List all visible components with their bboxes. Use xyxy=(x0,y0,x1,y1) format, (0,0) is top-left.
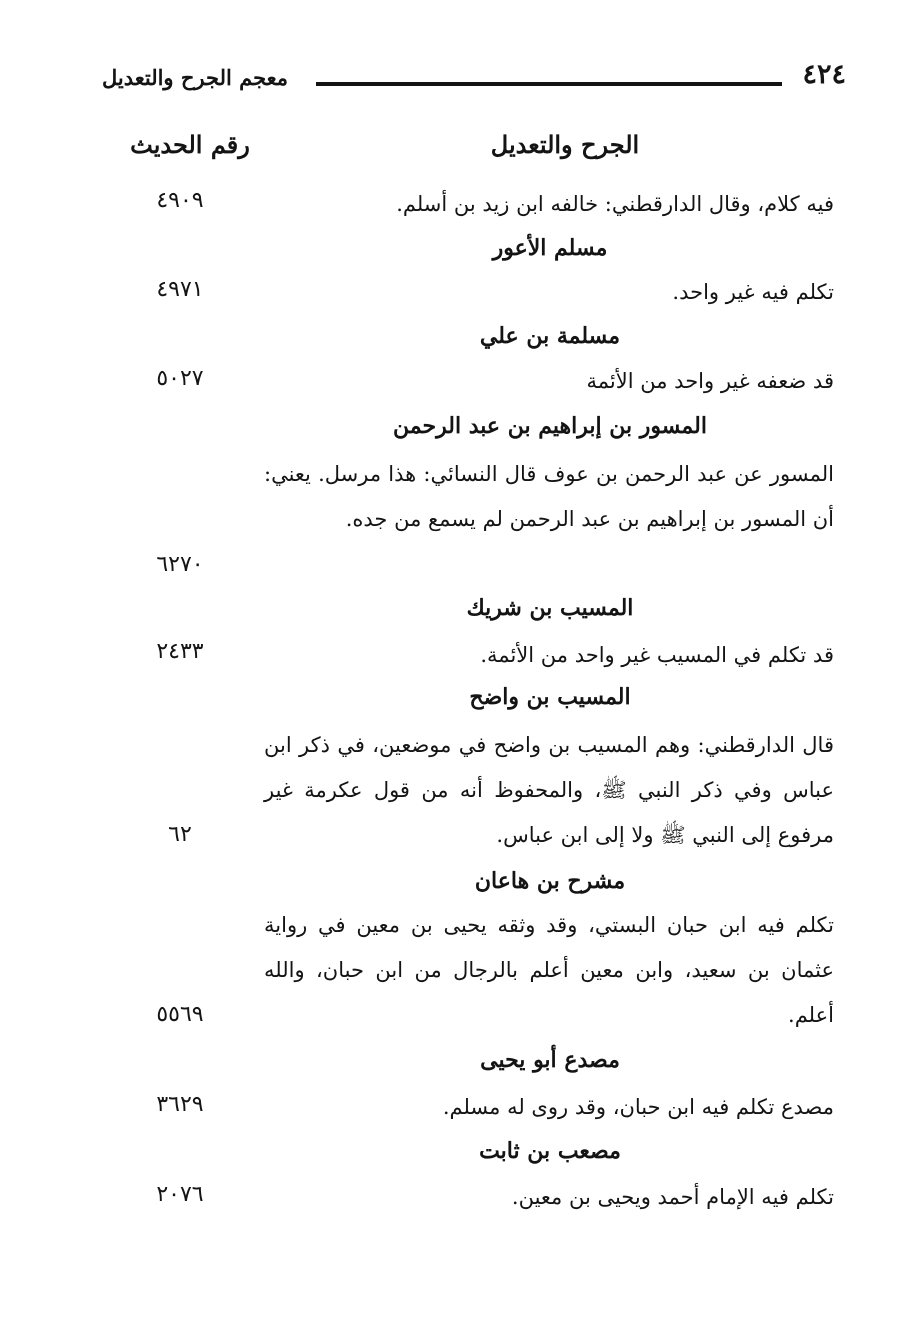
book-title: معجم الجرح والتعديل xyxy=(101,65,289,90)
hadith-number: ٥٠٢٧ xyxy=(156,366,204,391)
hadith-number: ٤٩٧١ xyxy=(156,277,204,302)
header-rule xyxy=(316,82,782,86)
column-header-hadith-number: رقم الحديث xyxy=(130,130,250,159)
column-header-critique: الجرح والتعديل xyxy=(490,130,640,159)
narrator-name: مسلمة بن علي xyxy=(479,323,621,349)
narrator-name: مشرح بن هاعان xyxy=(474,868,626,894)
entry-text: المسور عن عبد الرحمن بن عوف قال النسائي: هذا مرسل. يعني: أن المسور بن إبراهيم بن عبد الرحمن لم يسمع من جده. xyxy=(264,462,834,531)
hadith-number: ٢٤٣٣ xyxy=(156,639,204,664)
entry-text: قد ضعفه غير واحد من الأئمة xyxy=(586,369,834,393)
hadith-number: ٥٥٦٩ xyxy=(156,1002,204,1027)
hadith-number: ٦٢٧٠ xyxy=(156,552,204,577)
entry-text: قد تكلم في المسيب غير واحد من الأئمة. xyxy=(480,643,834,667)
narrator-name: المسور بن إبراهيم بن عبد الرحمن xyxy=(393,413,707,439)
hadith-number: ٣٦٢٩ xyxy=(156,1092,204,1117)
entry-text: قال الدارقطني: وهم المسيب بن واضح في موضعين، في ذكر ابن عباس وفي ذكر النبي ﷺ، والمحفوظ أنه من قول عكرمة غير مرفوع إلى النبي ﷺ ولا إلى ابن عباس. xyxy=(264,733,834,847)
narrator-name: مصعب بن ثابت xyxy=(479,1138,621,1164)
entry-text: تكلم فيه الإمام أحمد ويحيى بن معين. xyxy=(511,1185,834,1209)
entry-text: تكلم فيه ابن حبان البستي، وقد وثقه يحيى بن معين في رواية عثمان بن سعيد، وابن معين أعلم بالرجال من ابن حبان، والله أعلم. xyxy=(264,913,834,1027)
narrator-name: مصدع أبو يحيى xyxy=(480,1047,620,1073)
hadith-number: ٦٢ xyxy=(168,822,192,847)
narrator-name: مسلم الأعور xyxy=(492,235,608,261)
entry-text: مصدع تكلم فيه ابن حبان، وقد روى له مسلم. xyxy=(442,1095,834,1119)
narrator-name: المسيب بن شريك xyxy=(466,595,634,621)
hadith-number: ٢٠٧٦ xyxy=(156,1182,204,1207)
hadith-number: ٤٩٠٩ xyxy=(156,188,204,213)
page-number: ٤٢٤ xyxy=(802,59,846,90)
entry-text: تكلم فيه غير واحد. xyxy=(672,280,834,304)
entry-text: فيه كلام، وقال الدارقطني: خالفه ابن زيد بن أسلم. xyxy=(396,192,834,216)
narrator-name: المسيب بن واضح xyxy=(469,684,631,710)
